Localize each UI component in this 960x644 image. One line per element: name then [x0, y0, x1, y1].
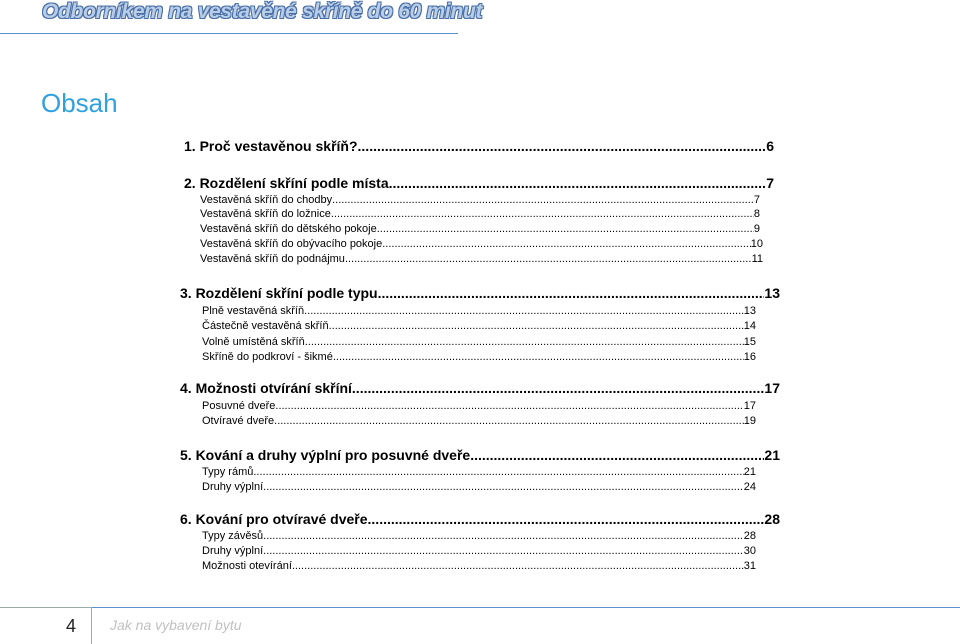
toc-entry-label: Vestavěná skříň do obývacího pokoje: [200, 238, 383, 250]
toc-entry-sub[interactable]: [202, 400, 756, 412]
toc-entry-label: Skříně do podkroví - šikmé: [202, 351, 333, 363]
toc-entry-sub[interactable]: [202, 481, 756, 493]
toc-entry-page: 10: [750, 238, 763, 250]
toc-entry-sub[interactable]: [202, 466, 756, 478]
toc-entry-page: 7: [753, 194, 760, 206]
toc-entry-sub[interactable]: [200, 208, 760, 220]
toc-entry-label: Plně vestavěná skříň: [202, 305, 305, 317]
toc-entry-label: 4. Možnosti otvírání skříní: [180, 380, 352, 396]
toc-entry-label: Volně umístěná skříň: [202, 336, 305, 348]
toc-leader-dots: [378, 285, 765, 301]
toc-entry-label: Vestavěná skříň do chodby: [200, 194, 333, 206]
toc-entry-page: 8: [753, 208, 760, 220]
toc-entry-label: Druhy výplní: [202, 545, 264, 557]
toc-leader-dots: [331, 208, 754, 220]
document-header-title: Odborníkem na vestavěné skříně do 60 minut: [42, 0, 483, 23]
toc-entry-section-2[interactable]: [184, 175, 774, 191]
toc-leader-dots: [275, 400, 743, 412]
toc-entry-section-4[interactable]: [180, 380, 780, 396]
toc-entry-sub[interactable]: [200, 238, 763, 250]
footer-rule-accent: [92, 607, 960, 608]
header-rule: [0, 33, 458, 34]
toc-leader-dots: [329, 320, 744, 332]
toc-entry-section-6[interactable]: [180, 511, 780, 527]
toc-entry-page: 9: [753, 223, 760, 235]
toc-leader-dots: [377, 223, 754, 235]
toc-entry-page: 6: [766, 138, 774, 154]
toc-entry-label: 2. Rozdělení skříní podle místa: [184, 175, 389, 191]
toc-entry-sub[interactable]: [200, 253, 763, 265]
toc-entry-page: 17: [743, 400, 756, 412]
toc-entry-label: Typy rámů: [202, 466, 254, 478]
toc-entry-sub[interactable]: [202, 530, 756, 542]
toc-entry-sub[interactable]: [200, 194, 760, 206]
toc-entry-label: Vestavěná skříň do podnájmu: [200, 253, 345, 265]
toc-heading: Obsah: [41, 88, 118, 118]
toc-entry-sub[interactable]: [202, 320, 756, 332]
toc-entry-sub[interactable]: [200, 223, 760, 235]
toc-leader-dots: [333, 351, 744, 363]
toc-leader-dots: [263, 530, 744, 542]
toc-entry-sub[interactable]: [202, 560, 756, 572]
toc-entry-label: Otvíravé dveře: [202, 415, 275, 427]
toc-entry-label: 3. Rozdělení skříní podle typu: [180, 285, 378, 301]
toc-entry-page: 15: [743, 336, 756, 348]
toc-entry-section-3[interactable]: [180, 285, 780, 301]
toc-entry-label: Posuvné dveře: [202, 400, 276, 412]
toc-leader-dots: [358, 138, 767, 154]
toc-leader-dots: [263, 545, 744, 557]
toc-entry-label: Částečně vestavěná skříň: [202, 320, 329, 332]
toc-leader-dots: [332, 194, 754, 206]
toc-entry-page: 28: [764, 511, 780, 527]
toc-entry-page: 13: [764, 285, 780, 301]
toc-entry-page: 28: [743, 530, 756, 542]
toc-entry-sub[interactable]: [202, 351, 756, 363]
toc-entry-page: 31: [743, 560, 756, 572]
toc-leader-dots: [345, 253, 752, 265]
toc-leader-dots: [263, 481, 744, 493]
footer-separator: [91, 607, 92, 644]
toc-entry-label: Vestavěná skříň do dětského pokoje: [200, 223, 377, 235]
toc-leader-dots: [470, 447, 764, 463]
toc-entry-label: Typy závěsů: [202, 530, 264, 542]
toc-entry-page: 13: [743, 305, 756, 317]
toc-entry-section-5[interactable]: [180, 447, 780, 463]
toc-entry-page: 14: [743, 320, 756, 332]
toc-entry-page: 24: [743, 481, 756, 493]
toc-leader-dots: [274, 415, 744, 427]
footer-rule: [0, 607, 92, 608]
toc-entry-label: 1. Proč vestavěnou skříň?: [184, 138, 358, 154]
toc-entry-sub[interactable]: [202, 545, 756, 557]
toc-entry-label: Možnosti otevírání: [202, 560, 292, 572]
toc-leader-dots: [253, 466, 743, 478]
page-number: 4: [66, 616, 77, 636]
toc-entry-page: 7: [766, 175, 774, 191]
toc-entry-page: 17: [764, 380, 780, 396]
toc-leader-dots: [292, 560, 744, 572]
toc-leader-dots: [368, 511, 765, 527]
toc-entry-page: 11: [751, 253, 763, 265]
toc-entry-page: 16: [743, 351, 756, 363]
toc-entry-label: Vestavěná skříň do ložnice: [200, 208, 331, 220]
toc-entry-page: 19: [743, 415, 756, 427]
toc-leader-dots: [382, 238, 751, 250]
toc-entry-page: 21: [743, 466, 756, 478]
toc-entry-label: Druhy výplní: [202, 481, 264, 493]
toc-leader-dots: [389, 175, 767, 191]
toc-leader-dots: [305, 336, 744, 348]
toc-entry-section-1[interactable]: [184, 138, 774, 154]
toc-entry-label: 5. Kování a druhy výplní pro posuvné dveře: [180, 447, 471, 463]
toc-entry-sub[interactable]: [202, 336, 756, 348]
toc-entry-label: 6. Kování pro otvíravé dveře: [180, 511, 368, 527]
toc-entry-page: 30: [743, 545, 756, 557]
toc-entry-sub[interactable]: [202, 305, 756, 317]
toc-leader-dots: [352, 380, 765, 396]
toc-leader-dots: [304, 305, 744, 317]
footer-text: Jak na vybavení bytu: [110, 617, 242, 633]
toc-entry-page: 21: [764, 447, 780, 463]
toc-entry-sub[interactable]: [202, 415, 756, 427]
